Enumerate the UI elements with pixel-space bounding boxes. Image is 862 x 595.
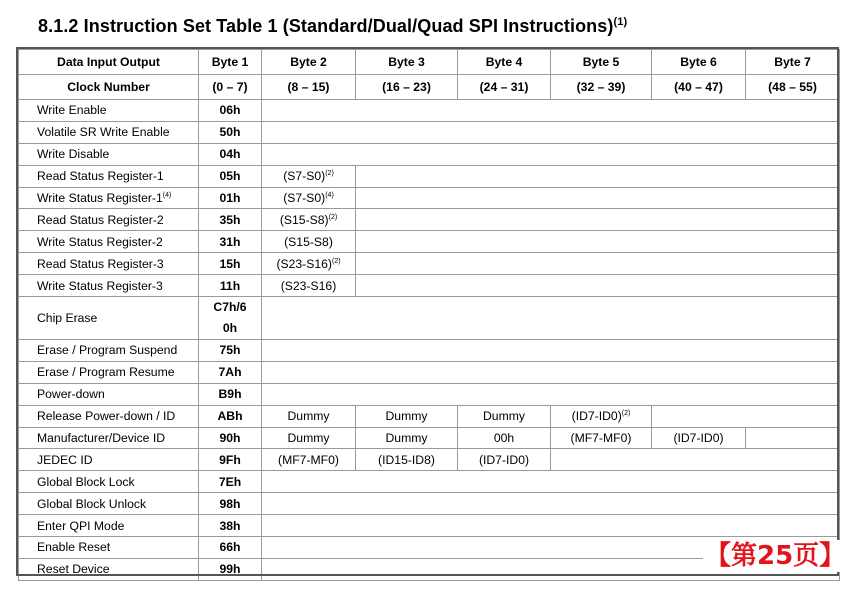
empty-cell <box>356 143 840 165</box>
empty-cell <box>356 340 840 362</box>
table-row <box>19 165 840 187</box>
instruction-name: Enable Reset <box>19 537 199 559</box>
instruction-name: Read Status Register-1 <box>19 165 199 187</box>
table-row <box>19 297 840 340</box>
instruction-name: Manufacturer/Device ID <box>19 427 199 449</box>
byte2-cell <box>262 209 356 231</box>
instruction-label: Write Status Register-1 <box>37 191 163 205</box>
empty-cell <box>356 209 840 231</box>
table-row <box>19 253 840 275</box>
clock-cell: (40 – 47) <box>652 75 746 100</box>
table-row <box>19 121 840 143</box>
byte2-cell: Dummy <box>262 405 356 427</box>
header-cell: Byte 4 <box>458 50 551 75</box>
table-row <box>19 275 840 297</box>
byte4-cell: Dummy <box>458 405 551 427</box>
empty-cell <box>356 361 840 383</box>
instruction-name: Write Disable <box>19 143 199 165</box>
byte1-cell: 11h <box>199 275 262 297</box>
empty-cell <box>356 100 840 122</box>
byte2-value: (S23-S16) <box>276 256 332 271</box>
byte2-cell <box>262 253 356 275</box>
header-cell: Byte 1 <box>199 50 262 75</box>
empty-cell <box>356 231 840 253</box>
instruction-name: JEDEC ID <box>19 449 199 471</box>
byte1-cell: 75h <box>199 340 262 362</box>
instruction-name: Erase / Program Suspend <box>19 340 199 362</box>
byte2-cell: (MF7-MF0) <box>262 449 356 471</box>
table-row <box>19 427 840 449</box>
empty-cell <box>652 405 840 427</box>
header-cell: Byte 6 <box>652 50 746 75</box>
instruction-name: Power-down <box>19 383 199 405</box>
table-row <box>19 143 840 165</box>
byte5-cell: (MF7-MF0) <box>551 427 652 449</box>
empty-cell <box>262 143 356 165</box>
byte2-cell <box>262 187 356 209</box>
clock-cell: Clock Number <box>19 75 199 100</box>
byte2-footnote: (4) <box>325 191 334 199</box>
byte2-cell: Dummy <box>262 427 356 449</box>
page-title <box>38 16 627 37</box>
header-cell: Data Input Output <box>19 50 199 75</box>
instruction-name: Erase / Program Resume <box>19 361 199 383</box>
instruction-name: Write Status Register-3 <box>19 275 199 297</box>
byte1-cell: 04h <box>199 143 262 165</box>
instruction-name: Reset Device <box>19 558 199 580</box>
byte1-cell: 31h <box>199 231 262 253</box>
table-row <box>19 493 840 515</box>
byte1-cell: 7Ah <box>199 361 262 383</box>
byte1-cell: 01h <box>199 187 262 209</box>
byte3-cell: (ID15-ID8) <box>356 449 458 471</box>
empty-cell <box>262 297 356 340</box>
byte1-cell: 99h <box>199 558 262 580</box>
byte1-cell: 05h <box>199 165 262 187</box>
byte1-cell <box>199 297 262 340</box>
empty-cell <box>262 515 840 537</box>
table-row <box>19 361 840 383</box>
empty-cell <box>356 297 840 340</box>
instruction-name: Read Status Register-2 <box>19 209 199 231</box>
instruction-name: Global Block Unlock <box>19 493 199 515</box>
byte2-footnote: (2) <box>325 170 334 178</box>
instruction-name: Release Power-down / ID <box>19 405 199 427</box>
byte1-cell: 66h <box>199 537 262 559</box>
byte2-cell: (S15-S8) <box>262 231 356 253</box>
empty-cell <box>356 253 840 275</box>
table-row <box>19 471 840 493</box>
instruction-name: Volatile SR Write Enable <box>19 121 199 143</box>
byte5-cell <box>551 405 652 427</box>
empty-cell <box>356 165 840 187</box>
clock-cell: (0 – 7) <box>199 75 262 100</box>
header-cell: Byte 2 <box>262 50 356 75</box>
empty-cell <box>746 427 840 449</box>
empty-cell <box>262 383 356 405</box>
instruction-name: Read Status Register-3 <box>19 253 199 275</box>
empty-cell <box>262 340 356 362</box>
instruction-name <box>19 187 199 209</box>
empty-cell <box>356 121 840 143</box>
byte2-footnote: (2) <box>331 257 341 265</box>
byte1-cell: ABh <box>199 405 262 427</box>
empty-cell <box>356 275 840 297</box>
byte1-cell: 9Fh <box>199 449 262 471</box>
header-cell: Byte 7 <box>746 50 840 75</box>
clock-cell: (16 – 23) <box>356 75 458 100</box>
byte3-cell: Dummy <box>356 405 458 427</box>
byte2-footnote: (2) <box>328 213 338 221</box>
instruction-set-table <box>18 49 840 581</box>
byte1-cell: 35h <box>199 209 262 231</box>
byte1-cell: B9h <box>199 383 262 405</box>
table-row <box>19 340 840 362</box>
byte2-value: (S7-S0) <box>283 169 326 184</box>
byte5-footnote: (2) <box>621 410 631 418</box>
byte1-cell: 98h <box>199 493 262 515</box>
empty-cell <box>356 187 840 209</box>
table-row <box>19 231 840 253</box>
byte2-value: (S15-S8) <box>279 212 329 227</box>
table-row <box>19 383 840 405</box>
header-row <box>19 50 840 75</box>
instruction-name: Enter QPI Mode <box>19 515 199 537</box>
byte4-cell: (ID7-ID0) <box>458 449 551 471</box>
page-number-stamp: 【第25页】 <box>705 541 846 571</box>
clock-cell: (32 – 39) <box>551 75 652 100</box>
byte4-cell: 00h <box>458 427 551 449</box>
empty-cell <box>356 383 840 405</box>
clock-cell: (24 – 31) <box>458 75 551 100</box>
table-row <box>19 405 840 427</box>
title-text: 8.1.2 Instruction Set Table 1 (Standard/Dual/Quad SPI Instructions) <box>38 16 614 36</box>
title-footnote: (1) <box>613 16 628 28</box>
instruction-name: Global Block Lock <box>19 471 199 493</box>
empty-cell <box>262 471 840 493</box>
byte5-value: (ID7-ID0) <box>571 409 622 424</box>
empty-cell <box>262 121 356 143</box>
byte2-cell: (S23-S16) <box>262 275 356 297</box>
clock-cell: (8 – 15) <box>262 75 356 100</box>
header-cell: Byte 5 <box>551 50 652 75</box>
byte6-cell: (ID7-ID0) <box>652 427 746 449</box>
table-row <box>19 209 840 231</box>
byte1-cell: 38h <box>199 515 262 537</box>
header-cell: Byte 3 <box>356 50 458 75</box>
byte1-cell: 50h <box>199 121 262 143</box>
table-row <box>19 449 840 471</box>
byte1-cell: 15h <box>199 253 262 275</box>
byte2-cell <box>262 165 356 187</box>
byte3-cell: Dummy <box>356 427 458 449</box>
byte1-cell: 7Eh <box>199 471 262 493</box>
clock-row <box>19 75 840 100</box>
table-row <box>19 187 840 209</box>
table-row <box>19 515 840 537</box>
empty-cell <box>262 361 356 383</box>
empty-cell <box>262 100 356 122</box>
empty-cell <box>551 449 840 471</box>
empty-cell <box>262 493 840 515</box>
byte1-line: C7h/6 <box>213 300 247 315</box>
byte1-cell: 06h <box>199 100 262 122</box>
byte1-cell: 90h <box>199 427 262 449</box>
clock-cell: (48 – 55) <box>746 75 840 100</box>
byte2-value: (S7-S0) <box>283 191 326 205</box>
instruction-name: Chip Erase <box>19 297 199 340</box>
table-row <box>19 100 840 122</box>
name-footnote: (4) <box>162 191 172 199</box>
instruction-name: Write Enable <box>19 100 199 122</box>
byte1-line: 0h <box>222 321 238 336</box>
instruction-name: Write Status Register-2 <box>19 231 199 253</box>
